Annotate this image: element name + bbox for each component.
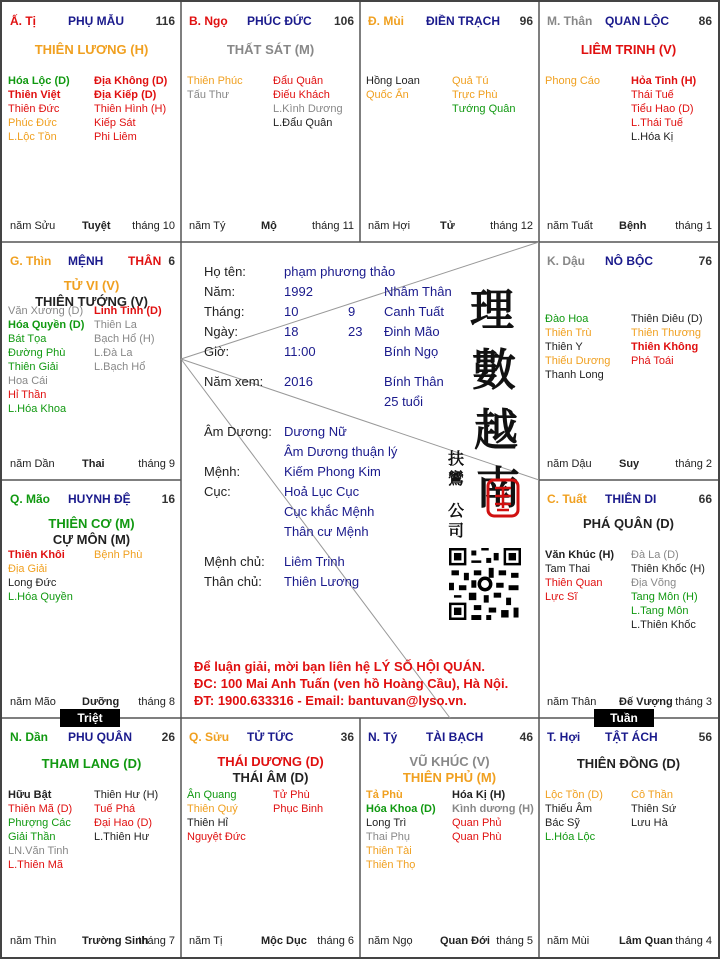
minor-star: L.Hóa Lộc [545,831,596,843]
palace-name: PHÚC ĐỨC [247,14,312,28]
month-can: Canh Tuất [384,304,444,319]
footer-year: năm Tị [189,935,223,947]
minor-star: Thiếu Âm [545,803,593,815]
seal-small-2: 鸞 [448,469,465,488]
minor-star: Hóa Quyền (D) [8,319,85,331]
palace-header [10,254,175,270]
star-list-left [187,788,246,844]
footer-month: tháng 5 [496,935,533,947]
minor-star: Hóa Khoa (D) [366,803,436,815]
minor-star: Hóa Lộc (D) [8,75,70,87]
branch-label: K. Dậu [547,254,586,268]
minor-star: Đường Phù [8,347,66,359]
minor-star: Thiên Khôi [8,549,65,561]
minor-star: Tang Môn (H) [631,591,698,603]
palace-number: 36 [340,730,354,744]
palace-number: 116 [155,14,175,28]
minor-star: Tiểu Hao (D) [631,103,694,115]
minor-star: Quả Tú [452,75,489,87]
minor-star: Thiên Tài [366,845,412,857]
amduong-note: Âm Dương thuận lý [284,444,398,459]
main-star: THIÊN LƯƠNG (H) [34,42,149,57]
palace-cell-mao[interactable] [2,480,181,718]
minor-star: L.Kình Dương [273,103,343,115]
palace-number: 106 [333,14,354,28]
menh-value: Kiếm Phong Kim [284,464,381,479]
minor-star: Thiên Y [545,341,583,353]
palace-cell-suu[interactable] [181,718,360,957]
footer-year: năm Thìn [10,935,57,947]
branch-label: C. Tuất [547,492,587,506]
footer-year: năm Mùi [547,935,590,947]
palace-cell-ngo[interactable] [181,2,360,242]
branch-label: T. Hợi [547,730,581,744]
star-list-left [545,74,600,88]
footer-month: tháng 4 [675,935,712,947]
minor-star: Giải Thần [8,831,56,843]
year-label: Năm: [204,284,236,299]
minor-star: L.Lộc Tồn [8,131,57,143]
star-list-right [273,74,343,130]
main-star: PHÁ QUÂN (D) [583,516,674,531]
seal-small-3: 公 [448,501,465,520]
palace-cell-thin[interactable] [2,242,181,480]
minor-star: Hỏa Tinh (H) [631,75,697,87]
minor-star: Địa Giải [8,563,48,575]
seal-char-3: 越 [474,405,518,456]
minor-star: Lộc Tồn (D) [545,789,603,801]
palace-number: 16 [161,492,175,506]
thanchu-label: Thân chủ: [204,574,262,589]
year-value: 1992 [284,284,313,299]
minor-star: Ân Quang [187,789,237,801]
palace-header [547,492,712,508]
palace-name: TẬT ÁCH [605,730,658,744]
day-solar: 23 [348,324,363,339]
minor-star: Lực Sĩ [545,591,578,603]
minor-star: Long Trì [366,817,407,829]
footer-stage: Suy [619,458,640,470]
than-cu-note: Thân cư Mệnh [284,524,369,539]
footer-year: năm Dần [10,458,55,470]
seal-char-1: 理 [470,285,514,336]
footer-month: tháng 3 [675,696,712,708]
star-list-left [366,788,436,872]
minor-star: L.Tang Môn [631,605,689,617]
menhchu-label: Mệnh chủ: [204,554,265,569]
main-star: THAM LANG (D) [41,756,142,771]
star-list-left [8,548,73,604]
minor-star: Thiên Đức [8,103,60,115]
footer-year: năm Tuất [547,220,593,232]
palace-header [10,492,175,508]
minor-star: Thiên Trù [545,327,592,339]
minor-star: Nguyệt Đức [187,831,246,843]
minor-star: L.Thiên Mã [8,859,64,871]
minor-star: Thiên Hư (H) [94,789,159,801]
minor-star: Phục Binh [273,803,324,815]
palace-footer [10,696,175,710]
minor-star: Đẩu Quân [273,75,324,87]
minor-star: Tướng Quân [452,103,516,115]
footer-stage: Lâm Quan [619,935,673,947]
name-value: phạm phương thảo [284,264,396,279]
footer-year: năm Tý [189,220,226,232]
minor-star: Bệnh Phù [94,549,143,561]
main-star: THIÊN ĐỒNG (D) [576,756,681,771]
minor-star: Phúc Đức [8,117,57,129]
branch-label: Đ. Mùi [368,14,404,28]
footer-month: tháng 8 [138,696,175,708]
star-list-left [187,74,243,102]
hour-can: Bính Ngọ [384,344,439,359]
minor-star: Địa Kiếp (D) [94,89,157,101]
minor-star: Thiên La [94,319,137,331]
footer-stage: Mộ [261,220,277,232]
palace-cell-dau[interactable] [539,242,718,480]
palace-footer [368,935,533,949]
month-lunar: 10 [284,304,299,319]
footer-stage: Dưỡng [82,696,120,708]
minor-star: Cô Thần [631,789,673,801]
palace-header [368,14,533,30]
palace-name: ĐIỀN TRẠCH [426,14,500,28]
minor-star: Thanh Long [545,369,604,381]
minor-star: L.Thiên Khốc [631,619,696,631]
amduong-value: Dương Nữ [284,424,347,439]
palace-number: 76 [698,254,712,268]
footer-year: năm Ngọ [368,935,413,947]
thanchu-value: Thiên Lương [284,574,360,589]
footer-stage: Bệnh [619,220,647,232]
star-list-right [452,74,516,116]
seal-small-1: 扶 [448,449,465,468]
minor-star: Địa Võng [631,577,677,589]
footer-month: tháng 10 [132,220,175,232]
minor-star: Điếu Khách [273,89,330,101]
star-list-left [545,788,603,844]
palace-cell-tuat[interactable] [539,480,718,718]
minor-star: Tấu Thư [187,89,230,101]
footer-year: năm Hợi [368,220,411,232]
minor-star: Địa Không (D) [94,75,168,87]
palace-number: 66 [698,492,712,506]
branch-label: M. Thân [547,14,593,28]
seal-small-4: 司 [448,521,465,540]
minor-star: L.Thái Tuế [631,117,683,129]
footer-stage: Tuyệt [82,220,111,232]
footer-month: tháng 7 [138,935,175,947]
palace-footer [368,220,533,234]
footer-year: năm Mão [10,696,56,708]
palace-number: 96 [519,14,533,28]
month-solar: 9 [348,304,356,319]
palace-number: 56 [698,730,712,744]
palace-cell-hoi[interactable] [539,718,718,957]
minor-star: Thiếu Dương [545,355,611,367]
palace-name: NÔ BỘC [605,254,653,268]
minor-star: L.Hóa Khoa [8,403,67,415]
footer-month: tháng 11 [311,220,354,232]
footer-year: năm Sửu [10,220,56,232]
main-star: VŨ KHÚC (V) [409,754,490,769]
palace-cell-than_top[interactable] [539,2,718,242]
footer-year: năm Thân [547,696,597,708]
star-list-right [631,788,676,830]
star-list-right [631,74,696,144]
hour-value: 11:00 [284,344,316,359]
minor-star: L.Hóa Kị [631,131,674,143]
branch-label: Q. Sửu [189,730,230,744]
red-stamp-icon [486,478,520,518]
minor-star: Hữu Bật [8,789,52,801]
footer-stage: Quan Đới [440,935,490,947]
contact-block [194,658,508,709]
minor-star: L.Bạch Hổ [94,361,146,373]
palace-footer [547,458,712,472]
minor-star: Phong Cáo [545,75,601,87]
minor-star: Quốc Ấn [366,89,409,101]
minor-star: L.Đẩu Quân [273,117,333,129]
minor-star: Linh Tinh (D) [94,305,162,317]
main-star: THIÊN PHỦ (M) [402,770,497,785]
hour-label: Giờ: [204,344,230,359]
minor-star: Đào Hoa [545,313,589,325]
star-list-left [545,548,614,604]
branch-label: B. Ngọ [189,14,228,28]
minor-star: Thiên Diêu (D) [631,313,703,325]
minor-star: Bác Sỹ [545,817,580,829]
palace-footer [547,696,712,710]
contact-address: ĐC: 100 Mai Anh Tuấn (ven hồ Hoàng Cầu), Hà Nội. [194,676,509,691]
minor-star: Bát Tọa [8,333,47,345]
palace-footer [547,220,712,234]
palace-header [189,14,354,30]
minor-star: Thiên Không [631,341,699,353]
seal-char-4: 南 [476,463,520,514]
minor-star: Quan Phủ [452,817,502,829]
view-year-can: Bính Thân [384,374,444,389]
minor-star: Long Đức [8,577,57,589]
main-star: TỬ VI (V) [63,278,120,293]
footer-month: tháng 2 [675,458,712,470]
star-list-left [366,74,420,102]
palace-number: 6 [168,254,175,268]
minor-star: L.Đà La [94,347,133,359]
view-year-label: Năm xem: [204,374,264,389]
minor-star: Tuế Phá [94,803,136,815]
minor-star: Tả Phù [366,789,403,801]
tuan-tag: Tuần [594,709,654,727]
than-marker: THÂN [128,254,162,268]
palace-footer [10,220,175,234]
footer-month: tháng 1 [675,220,712,232]
minor-star: Tử Phù [273,789,310,801]
footer-stage: Trường Sinh [82,935,149,947]
palace-number: 46 [519,730,533,744]
footer-stage: Thai [82,458,105,470]
main-star: THẤT SÁT (M) [226,42,315,57]
palace-name: THIÊN DI [605,492,657,506]
year-can: Nhâm Thân [384,284,452,299]
palace-name: QUAN LỘC [605,14,669,28]
star-list-right [273,788,323,816]
palace-name: HUYNH ĐỆ [68,492,131,506]
palace-footer [547,935,712,949]
day-can: Đinh Mão [384,324,440,339]
palace-number: 86 [698,14,712,28]
minor-star: Bạch Hổ (H) [94,333,155,345]
main-star: THÁI DƯƠNG (D) [217,754,324,769]
qr-code-icon[interactable] [449,548,521,620]
minor-star: Thiên Quan [545,577,603,589]
footer-stage: Đế Vượng [619,696,673,708]
minor-star: Văn Khúc (H) [545,549,615,561]
menh-label: Mệnh: [204,464,241,479]
palace-footer [189,220,354,234]
palace-name: TÀI BẠCH [426,730,484,744]
minor-star: Phi Liêm [94,131,137,143]
owner-info [204,262,464,592]
minor-star: Thiên Thọ [366,859,416,871]
palace-header [10,14,175,30]
footer-stage: Mộc Dục [261,935,307,947]
star-list-right [631,548,705,632]
minor-star: Văn Xương (D) [8,305,84,317]
branch-label: N. Tý [368,730,398,744]
palace-name: PHỤ MẪU [68,14,124,28]
minor-star: Lưu Hà [631,817,668,829]
footer-stage: Tử [440,220,455,232]
minor-star: Thiên Việt [8,89,61,101]
minor-star: Đà La (D) [631,549,679,561]
menhchu-value: Liêm Trinh [284,554,345,569]
minor-star: Đại Hao (D) [94,817,153,829]
minor-star: Thiên Sứ [631,803,677,815]
minor-star: Trực Phù [452,89,498,101]
palace-header [547,730,712,746]
minor-star: Thiên Giải [8,361,59,373]
minor-star: Thiên Thương [631,327,702,339]
palace-cell-dan[interactable] [2,718,181,957]
minor-star: Thiên Hỉ [187,817,228,829]
minor-star: Thiên Hình (H) [94,103,167,115]
branch-label: G. Thìn [10,254,52,268]
palace-header [547,14,712,30]
amduong-label: Âm Dương: [204,424,272,439]
palace-name: TỬ TỨC [247,730,294,744]
palace-number: 26 [161,730,175,744]
minor-star: Thái Tuế [631,89,674,101]
minor-star: Thiên Phúc [187,75,243,87]
branch-label: Ấ. Tị [10,14,36,28]
palace-footer [10,935,175,949]
main-star: THIÊN CƠ (M) [48,516,135,531]
palace-header [10,730,175,746]
day-lunar: 18 [284,324,299,339]
minor-star: Hỉ Thần [8,389,47,401]
star-list-right [631,312,703,368]
minor-star: Kình dương (H) [452,803,534,815]
star-list-left [8,304,84,416]
cuc-label: Cục: [204,484,231,499]
palace-footer [189,935,354,949]
minor-star: L.Thiên Hư [94,831,150,843]
palace-footer [10,458,175,472]
minor-star: Hoa Cái [8,375,48,387]
palace-header [189,730,354,746]
minor-star: Phượng Các [8,817,71,829]
minor-star: Thiên Mã (D) [8,803,73,815]
minor-star: Thiên Khốc (H) [631,563,705,575]
main-star: LIÊM TRINH (V) [580,42,677,57]
star-list-right [94,74,167,144]
main-star: THÁI ÂM (D) [232,770,309,785]
minor-star: Kiếp Sát [94,117,136,129]
palace-header [368,730,533,746]
palace-cell-ty[interactable] [2,2,181,242]
name-label: Họ tên: [204,264,246,279]
palace-name: PHU QUÂN [68,730,133,744]
triet-tag: Triệt [60,709,120,727]
branch-label: Q. Mão [10,492,51,506]
day-label: Ngày: [204,324,238,339]
footer-month: tháng 6 [317,935,354,947]
palace-header [547,254,712,270]
minor-star: Hóa Kị (H) [452,789,506,801]
minor-star: Tam Thai [545,563,591,575]
cuc-note: Cục khắc Mệnh [284,504,375,519]
main-star: CỰ MÔN (M) [52,532,131,547]
minor-star: Hồng Loan [366,75,420,87]
palace-name: MỆNH [68,254,104,268]
month-label: Tháng: [204,304,245,319]
contact-phone-email[interactable]: ĐT: 1900.633316 - Email: bantuvan@lyso.vn. [194,693,467,708]
minor-star: L.Hóa Quyền [8,591,73,603]
minor-star: Phá Toái [631,355,674,367]
palace-cell-mui[interactable] [360,2,539,242]
cuc-value: Hoả Lục Cục [284,484,360,499]
seal-char-2: 數 [472,345,516,396]
minor-star: Thai Phụ [366,831,411,843]
star-list-right [452,788,534,844]
footer-month: tháng 12 [490,220,533,232]
star-list-right [94,788,158,844]
view-year-value: 2016 [284,374,313,389]
star-list-left [8,788,72,872]
star-list-left [545,312,610,382]
footer-year: năm Dậu [547,458,592,470]
star-list-right [94,304,162,374]
palace-cell-ty2[interactable] [360,718,539,957]
minor-star: Quan Phù [452,831,502,843]
minor-star: LN.Văn Tinh [8,845,69,857]
star-list-right [94,548,142,562]
footer-month: tháng 9 [138,458,175,470]
main-star: THIÊN TƯỚNG (V) [35,294,148,309]
contact-line-1: Để luận giải, mời bạn liên hệ LÝ SỐ HỘI QUÁN. [194,659,485,674]
star-list-left [8,74,70,144]
minor-star: Thiên Quý [187,803,238,815]
age-value: 25 tuổi [384,394,424,409]
branch-label: N. Dần [10,730,49,744]
